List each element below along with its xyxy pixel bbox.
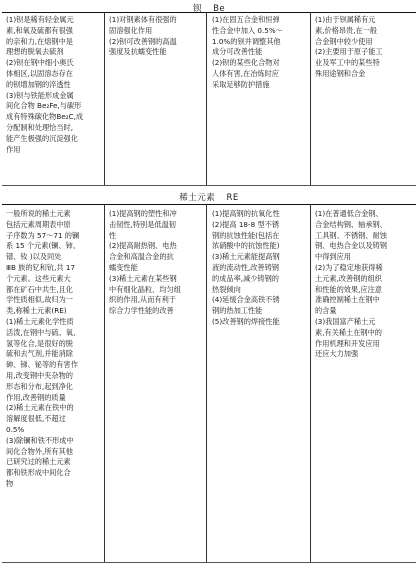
re-cell-application: (1)在普通低合金钢、 合金结构钢、轴承钢、 工具钢、不锈钢、耐蚀 钢、电热合金以及铸钢 中得到应用 (2)为了稳定地获得稀 土元素,改善钢的组织 和性能的效果,应注意 准确控制稀土在钢中 的含量 (3)我国富产稀土元 素,有关稀土在钢中的 作用机理和开发应用 还应大力加强 (315, 209, 387, 359)
re-cell-composition: 一般所说的稀土元素 包括元素周期表中原 子序数为 57～71 的镧 系 15 个元素(镧、铈、 镨、钕 )以及同处 ⅢB 族的钇和钪,共 17 个元素。这些元素大 都在矿石中共生,且化 学性质相似,故归为一 类,称稀土元素(RE) (1)稀土元素化学性质 活泼,在钢中与硫、氧、 氢等化合,是很好的脱 硫和去气剂,并能消除 砷、锑、铋等的有害作 用,改变钢中夹杂物的 形态和分布,起到净化 作用,改善钢的质量 (2)稀土元素在铁中的 溶解度很低,不超过 0.5% (3)除镧和铁不形成中 间化合物外,所有其他 已研究过的稀土元素 都和铁形成中间化合 物 (6, 209, 81, 488)
table-rule (2, 12, 416, 13)
table-rule (2, 185, 416, 186)
section-title-cn: 钡 (192, 4, 202, 14)
be-cell-other: (1)在固五合金和恒弹 性合金中加入 0.5%～ 1.0%的钡并调整其他 成分可改善性能 (2)钡的某些化合物对 人体有害,在冶炼时应 采取足够防护措施 (212, 15, 283, 89)
column-divider (104, 204, 105, 562)
be-cell-mechanical: (1)对钢素体有很强的 固溶强化作用 (2)钡可改善钢的高温 强度及抗蠕变性能 (109, 15, 177, 57)
section-title-cn: 稀土元素 (179, 193, 216, 203)
re-cell-mechanical: (1)提高钢的塑性和冲 击韧性,特别是低温韧 性 (2)提高耐热钢、电热 合金和高温合金的抗 蠕变性能 (3)稀土元素在某些钢 中有细化晶粒、均匀组 织的作用,从而有利于 综合力学性能的改善 (109, 209, 181, 316)
re-cell-other: (1)提高钢的抗氧化性 (2)提高 18-8 型不锈 钢的抗蚀性能(包括在 浓硝酸中的抗蚀性能) (3)稀土元素能提高钢 液的流动性,改善铸钢 的成品率,减少铸钢的 热裂倾向 (4)延缓合金高铁不锈 钢的热加工性能 (5)改善钢的焊接性能 (212, 209, 280, 326)
section-title-en: RE (226, 193, 239, 203)
table-rule (2, 204, 416, 205)
table-rule (2, 562, 416, 563)
section-title-re (0, 191, 418, 203)
column-divider (206, 204, 207, 562)
column-divider (104, 12, 105, 185)
be-cell-composition: (1)钡是稀有轻金属元 素,和氧及硫都有很强 的亲和力,在熔钢中是 理想的脱氧去硫剂 (2)钡在钢中细小奥氏 体相区,以固溶态存在 的钡增加钢的淬透性 (3)钡与铁能形成金属 间化合物 Be₂Fe,与碳形 成有特殊碳化物Be₂C,成 分配制和处理恰当时, 能产生极强的沉淀强化 作用 (6, 15, 84, 154)
section-title-en: Be (213, 4, 226, 14)
be-cell-application: (1)由于钡属稀有元 素,价格昂贵,在一般 合金钢中较少使用 (2)主要用于原子能工 业及军工中的某些特 殊用途钢和合金 (315, 15, 383, 78)
column-divider (310, 204, 311, 562)
column-divider (206, 12, 207, 185)
column-divider (310, 12, 311, 185)
